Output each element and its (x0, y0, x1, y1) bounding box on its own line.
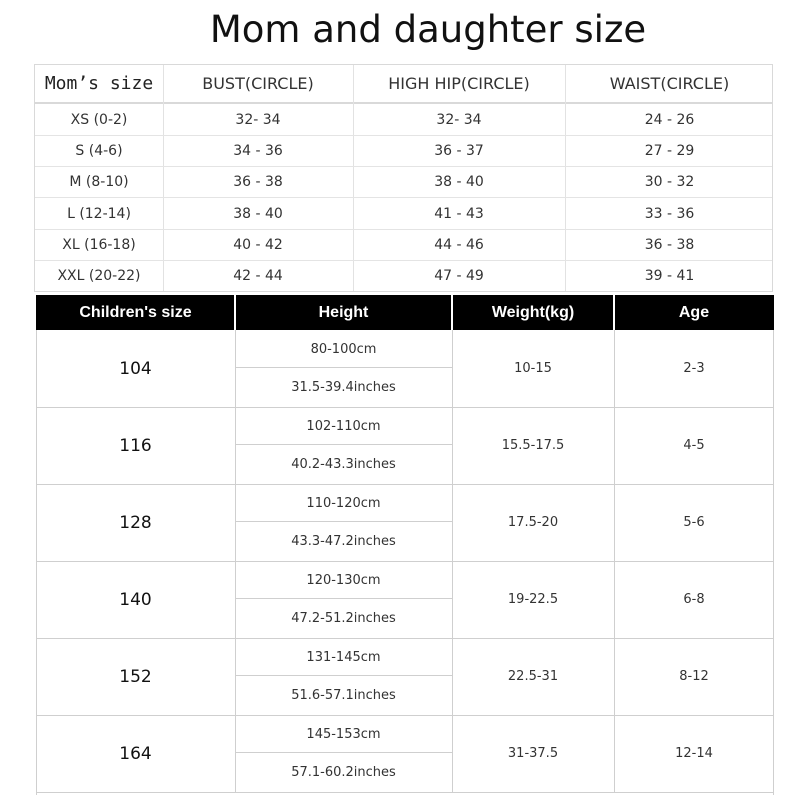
children-header-height: Height (318, 303, 369, 321)
children-table-header (36, 295, 774, 330)
bust-cell: 32- 34 (235, 111, 281, 128)
mom-size-cell: XXL (20-22) (57, 267, 141, 284)
age-cell: 5-6 (683, 515, 705, 530)
children-header-weight: Weight(kg) (491, 303, 575, 321)
table-row (35, 104, 772, 136)
mom-size-table (34, 64, 773, 292)
table-row (36, 484, 774, 562)
table-row (35, 198, 772, 230)
mom-size-cell: XS (0-2) (70, 111, 128, 128)
bust-cell: 38 - 40 (233, 205, 283, 222)
waist-cell: 27 - 29 (644, 142, 695, 159)
bust-cell: 34 - 36 (233, 142, 283, 159)
weight-cell: 22.5-31 (507, 669, 559, 684)
children-size-cell: 140 (119, 589, 152, 610)
mom-size-cell: S (4-6) (75, 142, 123, 159)
age-cell: 8-12 (679, 669, 709, 684)
table-row (36, 407, 774, 485)
children-size-cell: 152 (119, 666, 152, 687)
age-cell: 4-5 (683, 438, 705, 453)
mom-size-cell: L (12-14) (67, 205, 131, 222)
age-cell: 2-3 (683, 361, 705, 376)
weight-cell: 17.5-20 (507, 515, 559, 530)
age-cell: 12-14 (675, 746, 713, 761)
waist-cell: 24 - 26 (644, 111, 695, 128)
height-cm-cell: 145-153cm (306, 726, 381, 742)
table-row (36, 715, 774, 793)
children-size-table (36, 295, 774, 795)
waist-cell: 33 - 36 (644, 205, 695, 222)
mom-size-cell: XL (16-18) (62, 236, 136, 253)
children-size-cell: 116 (119, 435, 152, 456)
high-hip-cell: 44 - 46 (434, 236, 484, 253)
header-divider (234, 295, 236, 330)
page-title: Mom and daughter size (209, 8, 647, 51)
table-row (35, 229, 772, 261)
height-in-cell: 43.3-47.2inches (291, 533, 396, 549)
children-size-cell: 164 (119, 743, 152, 764)
weight-cell: 19-22.5 (507, 592, 559, 607)
bust-cell: 42 - 44 (233, 267, 283, 284)
height-cm-cell: 131-145cm (306, 649, 381, 665)
mom-size-cell: M (8-10) (69, 173, 129, 190)
mom-header-size: Mom’s size (44, 73, 154, 94)
height-in-cell: 51.6-57.1inches (291, 687, 396, 703)
mom-table-header (35, 65, 772, 104)
high-hip-cell: 41 - 43 (434, 205, 484, 222)
weight-cell: 10-15 (514, 361, 552, 376)
height-in-cell: 57.1-60.2inches (291, 764, 396, 780)
high-hip-cell: 36 - 37 (434, 142, 484, 159)
header-divider (451, 295, 453, 330)
height-cm-cell: 110-120cm (306, 495, 381, 511)
waist-cell: 36 - 38 (644, 236, 695, 253)
header-divider (613, 295, 615, 330)
height-cm-cell: 120-130cm (306, 572, 381, 588)
table-row (35, 135, 772, 167)
waist-cell: 39 - 41 (644, 267, 695, 284)
children-size-cell: 128 (119, 512, 152, 533)
table-row (36, 638, 774, 716)
age-cell: 6-8 (683, 592, 705, 607)
height-in-cell: 47.2-51.2inches (291, 610, 396, 626)
children-size-cell: 104 (119, 358, 152, 379)
children-header-size: Children's size (79, 303, 192, 321)
children-header-age: Age (678, 303, 710, 321)
bust-cell: 36 - 38 (233, 173, 283, 190)
waist-cell: 30 - 32 (644, 173, 695, 190)
table-row (36, 561, 774, 639)
mom-header-bust: BUST(CIRCLE) (202, 74, 314, 93)
weight-cell: 31-37.5 (507, 746, 559, 761)
height-in-cell: 31.5-39.4inches (291, 379, 396, 395)
high-hip-cell: 47 - 49 (434, 267, 484, 284)
mom-header-high-hip: HIGH HIP(CIRCLE) (388, 74, 530, 93)
weight-cell: 15.5-17.5 (501, 438, 565, 453)
high-hip-cell: 32- 34 (436, 111, 482, 128)
mom-header-waist: WAIST(CIRCLE) (609, 74, 730, 93)
height-cm-cell: 102-110cm (306, 418, 381, 434)
bust-cell: 40 - 42 (233, 236, 283, 253)
high-hip-cell: 38 - 40 (434, 173, 484, 190)
height-in-cell: 40.2-43.3inches (291, 456, 396, 472)
table-row (35, 166, 772, 198)
table-row (35, 260, 772, 291)
height-cm-cell: 80-100cm (310, 341, 377, 357)
table-row (36, 330, 774, 408)
